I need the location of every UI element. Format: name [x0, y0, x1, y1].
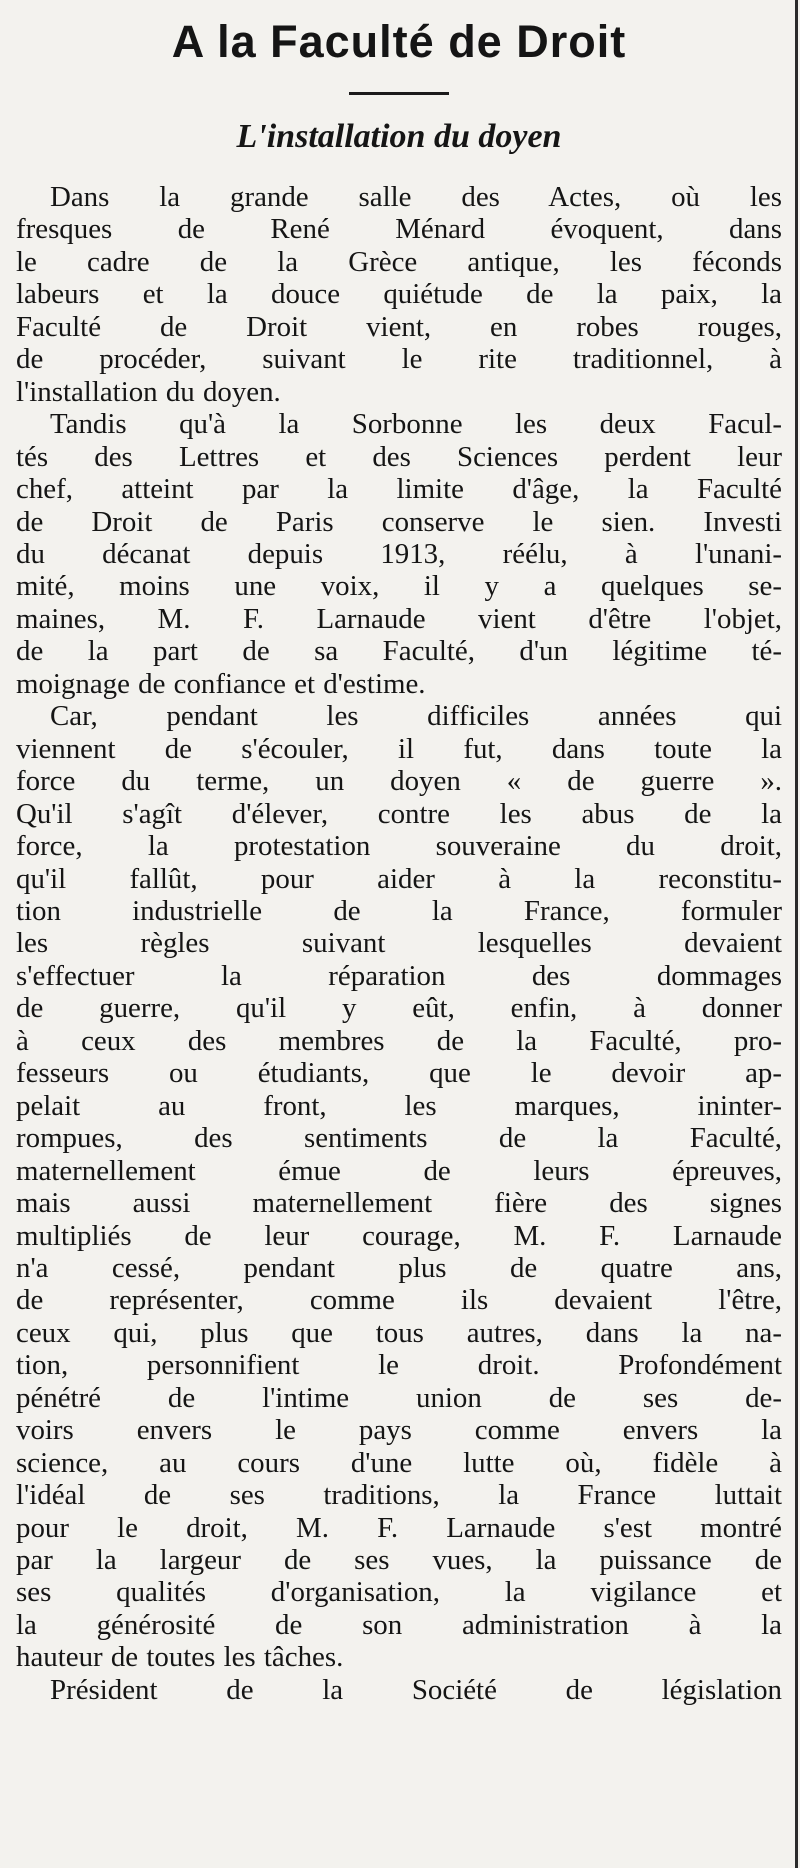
text-line: l'idéal de ses traditions, la France luttait: [16, 1479, 782, 1512]
text-line: Faculté de Droit vient, en robes rouges,: [16, 310, 782, 343]
text-line: ses qualités d'organisation, la vigilance et: [16, 1576, 782, 1609]
text-line: fesseurs ou étudiants, que le devoir ap-: [16, 1057, 782, 1090]
text-line: à ceux des membres de la Faculté, pro-: [16, 1024, 782, 1057]
text-line: par la largeur de ses vues, la puissance de: [16, 1544, 782, 1577]
article-subtitle: L'installation du doyen: [236, 118, 562, 155]
text-line: de Droit de Paris conserve le sien. Investi: [16, 505, 782, 538]
text-line: maines, M. F. Larnaude vient d'être l'objet,: [16, 602, 782, 635]
text-line: fresques de René Ménard évoquent, dans: [16, 213, 782, 246]
text-line: force, la protestation souveraine du droit,: [16, 830, 782, 863]
text-line: pénétré de l'intime union de ses de-: [16, 1381, 782, 1414]
text-line: de représenter, comme ils devaient l'être,: [16, 1284, 782, 1317]
text-line: tion, personnifient le droit. Profondément: [16, 1349, 782, 1382]
text-line: mais aussi maternellement fière des signes: [16, 1187, 782, 1220]
paragraph-4: [16, 1674, 782, 1706]
article-body: [16, 181, 782, 1706]
text-line: multipliés de leur courage, M. F. Larnaude: [16, 1219, 782, 1252]
text-line: Président de la Société de législation: [50, 1673, 782, 1706]
text-line: pour le droit, M. F. Larnaude s'est montré: [16, 1511, 782, 1544]
title-divider: [349, 92, 449, 95]
text-line: chef, atteint par la limite d'âge, la Faculté: [16, 473, 782, 506]
text-line: Tandis qu'à la Sorbonne les deux Facul-: [50, 408, 782, 441]
text-line: voirs envers le pays comme envers la: [16, 1414, 782, 1447]
text-line: s'effectuer la réparation des dommages: [16, 959, 782, 992]
text-line: viennent de s'écouler, il fut, dans toute la: [16, 732, 782, 765]
text-line: hauteur de toutes les tâches.: [16, 1641, 344, 1674]
text-line: l'installation du doyen.: [16, 375, 281, 408]
text-line: mité, moins une voix, il y a quelques se-: [16, 570, 782, 603]
paragraph-3: [16, 700, 782, 1674]
article-headline: A la Faculté de Droit: [171, 16, 627, 67]
text-line: qu'il fallût, pour aider à la reconstitu-: [16, 862, 782, 895]
text-line: n'a cessé, pendant plus de quatre ans,: [16, 1251, 782, 1284]
text-line: le cadre de la Grèce antique, les féconds: [16, 245, 782, 278]
text-line: moignage de confiance et d'estime.: [16, 667, 426, 700]
text-line: Dans la grande salle des Actes, où les: [50, 181, 782, 213]
text-line: de procéder, suivant le rite traditionnel, à: [16, 343, 782, 376]
text-line: science, au cours d'une lutte où, fidèle à: [16, 1446, 782, 1479]
text-line: rompues, des sentiments de la Faculté,: [16, 1122, 782, 1155]
text-line: labeurs et la douce quiétude de la paix, la: [16, 278, 782, 311]
text-line: tés des Lettres et des Sciences perdent leur: [16, 440, 782, 473]
paragraph-1: [16, 181, 782, 408]
text-line: ceux qui, plus que tous autres, dans la na-: [16, 1316, 782, 1349]
text-line: force du terme, un doyen « de guerre ».: [16, 765, 782, 798]
text-line: de guerre, qu'il y eût, enfin, à donner: [16, 992, 782, 1025]
text-line: pelait au front, les marques, ininter-: [16, 1089, 782, 1122]
text-line: Car, pendant les difficiles années qui: [50, 700, 782, 733]
text-line: la générosité de son administration à la: [16, 1608, 782, 1641]
text-line: du décanat depuis 1913, réélu, à l'unani-: [16, 537, 782, 570]
text-line: Qu'il s'agît d'élever, contre les abus de la: [16, 797, 782, 830]
text-line: tion industrielle de la France, formuler: [16, 894, 782, 927]
text-line: les règles suivant lesquelles devaient: [16, 927, 782, 960]
paragraph-2: [16, 408, 782, 700]
text-line: maternellement émue de leurs épreuves,: [16, 1154, 782, 1187]
column-rule: [795, 0, 798, 1868]
text-line: de la part de sa Faculté, d'un légitime té-: [16, 635, 782, 668]
